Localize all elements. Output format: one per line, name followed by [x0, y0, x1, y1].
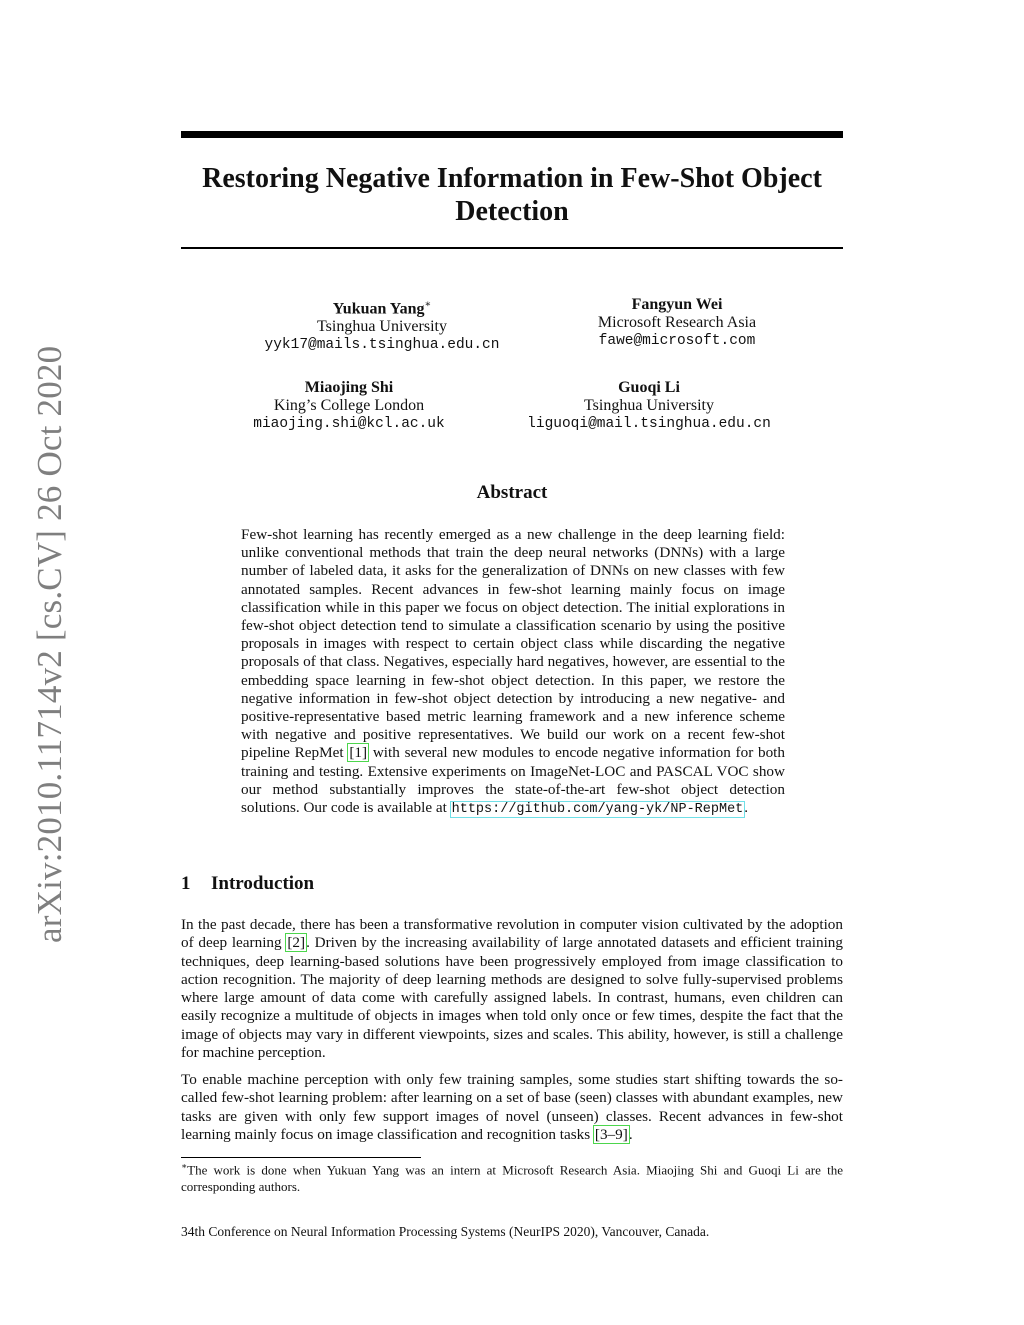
- author-block-1: [232, 296, 532, 354]
- author-name: Miaojing Shi: [304, 379, 394, 396]
- author-affiliation: Tsinghua University: [584, 397, 714, 414]
- abstract-text: Few-shot learning has recently emerged as a new challenge in the deep learning field: unlike conventional methods that train the deep neural networks (DNNs) with a large number of labeled data, it asks for the generalization of DNNs on new classes with few annotated samples. Recent advances in few-shot learning mainly focus on image classification while in this paper we focus on object detection. The initial explorations in few-shot object detection tend to simulate a classification scenario by using the positive proposals in images with respect to certain object class while discarding the negative proposals of that class. Negatives, especially hard negatives, however, are essential to the embedding space learning in few-shot object detection. In this paper, we restore the negative information in few-shot object detection by introducing a new negative- and positive-representative based metric learning framework and a new inference scheme with negative and positive representatives. We build our work on a recent few-shot pipeline RepMet: [241, 526, 785, 762]
- title-bottom-rule: [181, 247, 843, 249]
- abstract-text: with several new modules to encode negative information for both training and testing. Extensive experiments on ImageNet-LOC and PASCAL VOC show our method substantially improves the state-of-the-art few-shot object detection solutions. Our code is available at: [241, 744, 785, 817]
- paragraph-text: .: [628, 1125, 633, 1143]
- author-email[interactable]: fawe@microsoft.com: [598, 333, 756, 349]
- author-name: Fangyun Wei: [631, 296, 723, 313]
- author-footnote-mark: ∗: [424, 299, 432, 310]
- author-email[interactable]: miaojing.shi@kcl.ac.uk: [253, 416, 445, 432]
- paragraph-text: . Driven by the increasing availability of large annotated datasets and efficient training techniques, deep learning-based solutions have been progressively employed from image classification to action recognition. The majority of deep learning methods are designed to solve fully-supervised problems where large amount of data come with carefully assigned labels. In contrast, humans, even children can easily recognize a multitude of objects in images when told only once or few times, despite the fact that the image of objects may vary in different viewpoints, sizes and scales. This ability, however, is still a challenge for machine perception.: [181, 934, 843, 1062]
- author-affiliation: Tsinghua University: [317, 318, 447, 336]
- section-number: 1: [181, 873, 191, 894]
- conference-note: 34th Conference on Neural Information Processing Systems (NeurIPS 2020), Vancouver, Canada.: [181, 1224, 710, 1239]
- author-affiliation: Microsoft Research Asia: [597, 314, 757, 331]
- abstract-heading: Abstract: [476, 482, 548, 503]
- author-name: Yukuan Yang∗: [332, 299, 432, 318]
- paper-title: Restoring Negative Information in Few-Shot Object Detection: [202, 163, 822, 227]
- author-email[interactable]: yyk17@mails.tsinghua.edu.cn: [264, 337, 500, 354]
- intro-paragraph-1: [181, 916, 843, 1062]
- author-block-2: [527, 296, 827, 350]
- arxiv-identifier: arXiv:2010.11714v2 [cs.CV] 26 Oct 2020: [30, 345, 69, 943]
- author-affiliation: King’s College London: [273, 397, 425, 414]
- abstract-text: .: [744, 799, 749, 817]
- citation-link[interactable]: [1]: [349, 744, 368, 762]
- author-email[interactable]: liguoqi@mail.tsinghua.edu.cn: [527, 416, 771, 432]
- author-block-4: [499, 379, 799, 433]
- intro-paragraph-2: [181, 1071, 843, 1144]
- section-heading-introduction: [181, 873, 314, 895]
- footnote: [181, 1158, 843, 1195]
- author-name: Guoqi Li: [618, 379, 680, 396]
- code-url-link[interactable]: https://github.com/yang-yk/NP-RepMet: [451, 802, 744, 818]
- section-title: Introduction: [211, 873, 315, 894]
- author-block-3: [199, 379, 499, 433]
- title-top-rule: [181, 131, 843, 138]
- paragraph-text: In the past decade, there has been a transformative revolution in computer vision cultivated by the adoption of deep learning: [181, 916, 843, 952]
- footnote-mark: ∗: [181, 1161, 188, 1171]
- citation-link[interactable]: [3–9]: [594, 1125, 628, 1143]
- abstract-body: [241, 526, 785, 819]
- citation-link[interactable]: [2]: [287, 934, 306, 952]
- footnote-text: The work is done when Yukuan Yang was an intern at Microsoft Research Asia. Miaojing Shi and Guoqi Li are the corresponding authors.: [181, 1162, 843, 1195]
- paragraph-text: To enable machine perception with only few training samples, some studies start shifting towards the so-called few-shot learning problem: after learning on a set of base (seen) classes with abundant examples, new tasks are given with only few support images of novel (unseen) classes. Recent advances in few-shot learning mainly focus on image classification and recognition tasks: [181, 1071, 843, 1143]
